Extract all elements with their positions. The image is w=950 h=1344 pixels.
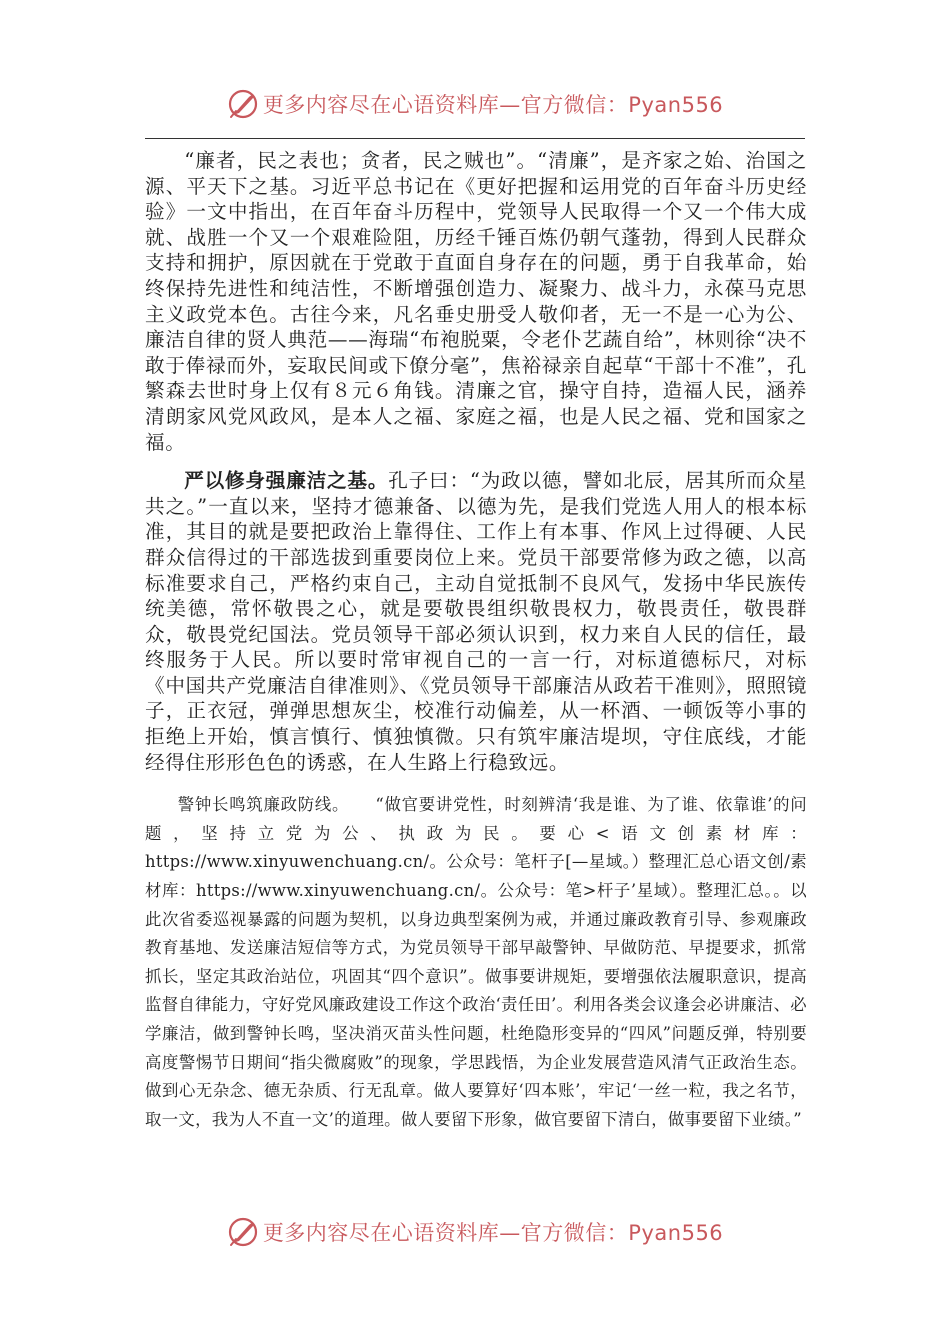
paragraph-3-heading: 警钟长鸣筑廉政防线。 — [177, 795, 350, 815]
paragraph-2-text: 孔子曰：“为政以德，譬如北辰，居其所而众星共之。”一直以来，坚持才德兼备、以德为先，是我们党选人用人的根本标准，其目的就是要把政治上靠得住、工作上有本事、作风上过得硬、人民群众信得过的干部选拔到重要岗位上来。党员干部要常修为政之德，以高标准要求自己，严格约束自己，主动自觉抵制不良风气，发扬中华民族传统美德，常怀敬畏之心，就是要敬畏组织敬畏权力，敬畏责任，敬畏群众，敬畏党纪国法。党员领导干部必须认识到，权力来自人民的信任，最终服务于人民。所以要时常审视自己的一言一行，对标道德标尺，对标《中国共产党廉洁自律准则》、《党员领导干部廉洁从政若干准则》，照照镜子，正衣冠，弹弹思想灰尘，校准行动偏差，从一杯酒、一顿饭等小事的拒绝上开始，慎言慎行、慎独慎微。只有筑牢廉洁堤坝，守住底线，才能经得住形形色色的诱惑，在人生路上行稳致远。 — [145, 469, 807, 774]
quill-logo-icon — [227, 88, 259, 120]
paragraph-1 — [145, 148, 807, 455]
quill-logo-icon — [227, 1216, 259, 1248]
paragraph-3 — [145, 791, 807, 1134]
header-banner — [0, 84, 950, 124]
document-body — [145, 148, 807, 1134]
footer-banner — [0, 1212, 950, 1252]
paragraph-2 — [145, 468, 807, 775]
paragraph-3-text: “做官要讲党性，时刻辨清‘我是谁、为了谁、依靠谁’的问题，坚持立党为公、执政为民。要心<语文创素材库：https://www.xinyuwenchuang.cn/。公众号：笔杆子[—星域。）整理汇总心语文创/素材库：https://www.xinyuwenchuang.cn/。公众号：笔>杆子’星域）。整理汇总。。以此次省委巡视暴露的问题为契机，以身边典型案例为戒，并通过廉政教育引导、参观廉政教育基地、发送廉洁短信等方式，为党员领导干部早敲警钟、早做防范、早提要求，抓常抓长，坚定其政治站位，巩固其“四个意识”。做事要讲规矩，要增强依法履职意识，提高监督自律能力，守好党风廉政建设工作这个政治‘责任田’。利用各类会议逢会必讲廉洁、必学廉洁，做到警钟长鸣，坚决消灭苗头性问题，杜绝隐形变异的“四风”问题反弹，特别要高度警惕节日期间“指尖微腐败”的现象，学思践悟，为企业发展营造风清气正政治生态。做到心无杂念、德无杂质、行无乱章。做人要算好‘四本账’，牢记‘一丝一粒，我之名节，取一文，我为人不直一文’的道理。做人要留下形象，做官要留下清白，做事要留下业绩。” — [145, 795, 807, 1129]
banner-text: 更多内容尽在心语资料库—官方微信：Pyan556 — [262, 93, 724, 117]
footer-banner-text: 更多内容尽在心语资料库—官方微信：Pyan556 — [262, 1221, 724, 1245]
header-divider — [145, 138, 805, 139]
paragraph-1-text: “廉者，民之表也；贪者，民之贼也”。“清廉”，是齐家之始、治国之源、平天下之基。习近平总书记在《更好把握和运用党的百年奋斗历史经验》一文中指出，在百年奋斗历程中，党领导人民取得一个又一个伟大成就、战胜一个又一个艰难险阻，历经千锤百炼仍朝气蓬勃，得到人民群众支持和拥护，原因就在于党敢于直面自身存在的问题，勇于自我革命，始终保持先进性和纯洁性，不断增强创造力、凝聚力、战斗力，永葆马克思主义政党本色。古往今来，凡名垂史册受人敬仰者，无一不是一心为公、廉洁自律的贤人典范——海瑞“布袍脱粟，令老仆艺蔬自给”，林则徐“决不敢于俸禄而外，妄取民间或下僚分毫”，焦裕禄亲自起草“干部十不准”，孔繁森去世时身上仅有８元６角钱。清廉之官，操守自持，造福人民，涵养清朗家风党风政风，是本人之福、家庭之福，也是人民之福、党和国家之福。 — [145, 149, 807, 454]
paragraph-2-heading: 严以修身强廉洁之基。 — [184, 469, 389, 493]
